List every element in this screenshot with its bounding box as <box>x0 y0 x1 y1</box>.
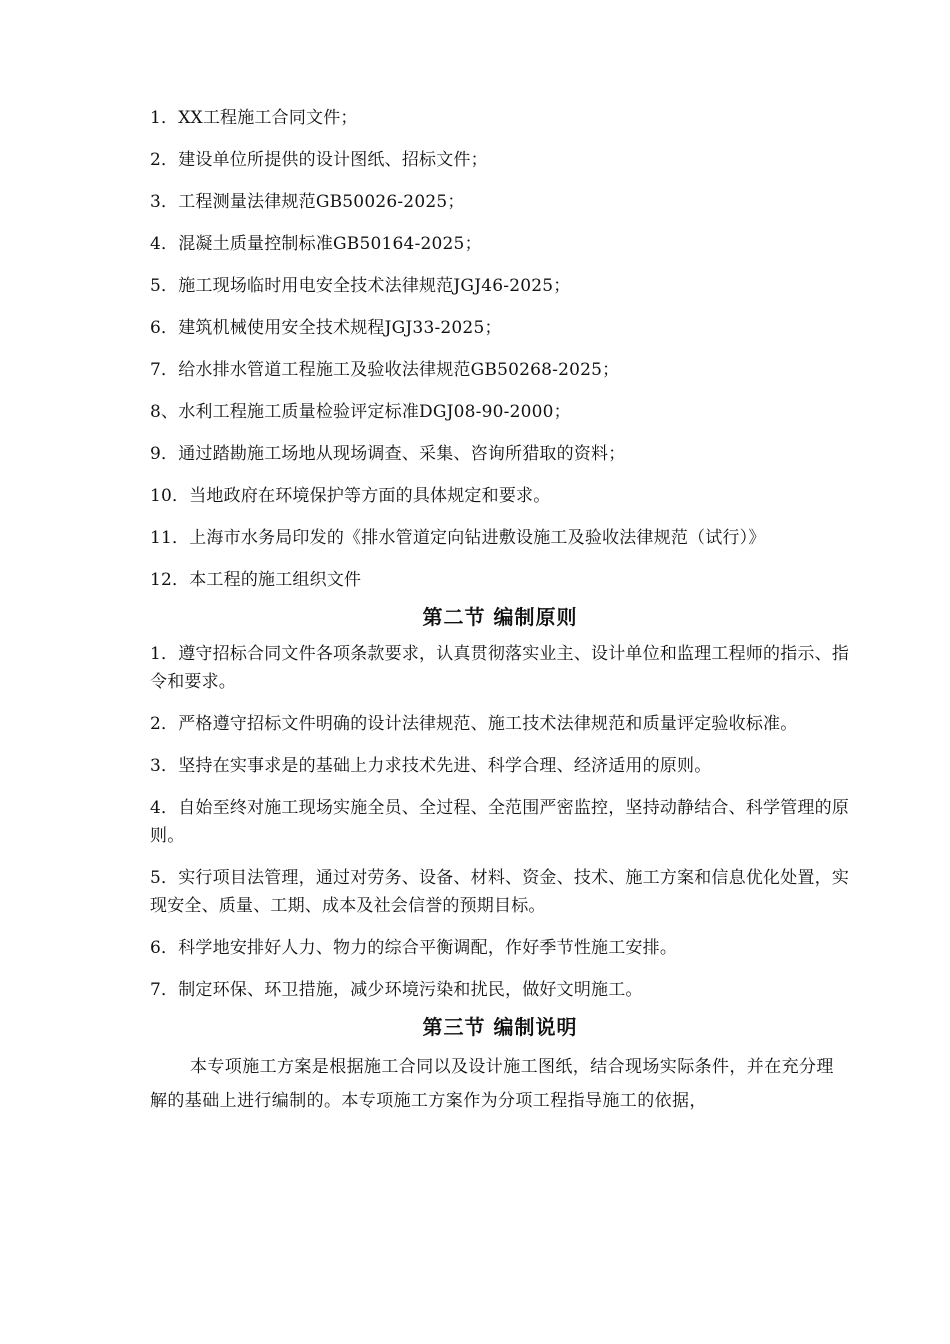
list-item: 3．坚持在实事求是的基础上力求技术先进、科学合理、经济适用的原则。 <box>150 756 712 776</box>
principles-list <box>150 640 850 1004</box>
list-item: 1．XX工程施工合同文件； <box>150 108 358 128</box>
list-item: 2．严格遵守招标文件明确的设计法律规范、施工技术法律规范和质量评定验收标准。 <box>150 714 798 734</box>
notes-paragraph: 本专项施工方案是根据施工合同以及设计施工图纸，结合现场实际条件，并在充分理解的基础上进行编制的。本专项施工方案作为分项工程指导施工的依据， <box>150 1057 834 1111</box>
document-body <box>150 104 850 1118</box>
list-item: 3．工程测量法律规范GB50026-2025； <box>150 192 465 212</box>
list-item: 8、水利工程施工质量检验评定标准DGJ08-90-2000； <box>150 402 571 422</box>
list-item: 6．科学地安排好人力、物力的综合平衡调配，作好季节性施工安排。 <box>150 938 678 958</box>
list-item: 5．施工现场临时用电安全技术法律规范JGJ46-2025； <box>150 276 571 296</box>
list-item: 2．建设单位所提供的设计图纸、招标文件； <box>150 150 488 170</box>
list-item: 4．混凝土质量控制标准GB50164-2025； <box>150 234 482 254</box>
list-item: 7．给水排水管道工程施工及验收法律规范GB50268-2025； <box>150 360 620 380</box>
list-item: 5．实行项目法管理，通过对劳务、设备、材料、资金、技术、施工方案和信息优化处置，实现安全、质量、工期、成本及社会信誉的预期目标。 <box>150 868 850 916</box>
list-item: 12．本工程的施工组织文件 <box>150 570 362 590</box>
section-heading-principles: 第二节 编制原则 <box>422 605 578 629</box>
list-item: 1．遵守招标合同文件各项条款要求，认真贯彻落实业主、设计单位和监理工程师的指示、指令和要求。 <box>150 644 850 692</box>
list-item: 7．制定环保、环卫措施，减少环境污染和扰民，做好文明施工。 <box>150 980 643 1000</box>
list-item: 11．上海市水务局印发的《排水管道定向钻进敷设施工及验收法律规范（试行）》 <box>150 528 766 548</box>
list-item: 6．建筑机械使用安全技术规程JGJ33-2025； <box>150 318 502 338</box>
list-item: 10．当地政府在环境保护等方面的具体规定和要求。 <box>150 486 551 506</box>
list-item: 4．自始至终对施工现场实施全员、全过程、全范围严密监控，坚持动静结合、科学管理的原则。 <box>150 798 850 846</box>
basis-list <box>150 104 850 594</box>
list-item: 9．通过踏勘施工场地从现场调查、采集、咨询所猎取的资料； <box>150 444 626 464</box>
section-heading-notes: 第三节 编制说明 <box>422 1015 578 1039</box>
